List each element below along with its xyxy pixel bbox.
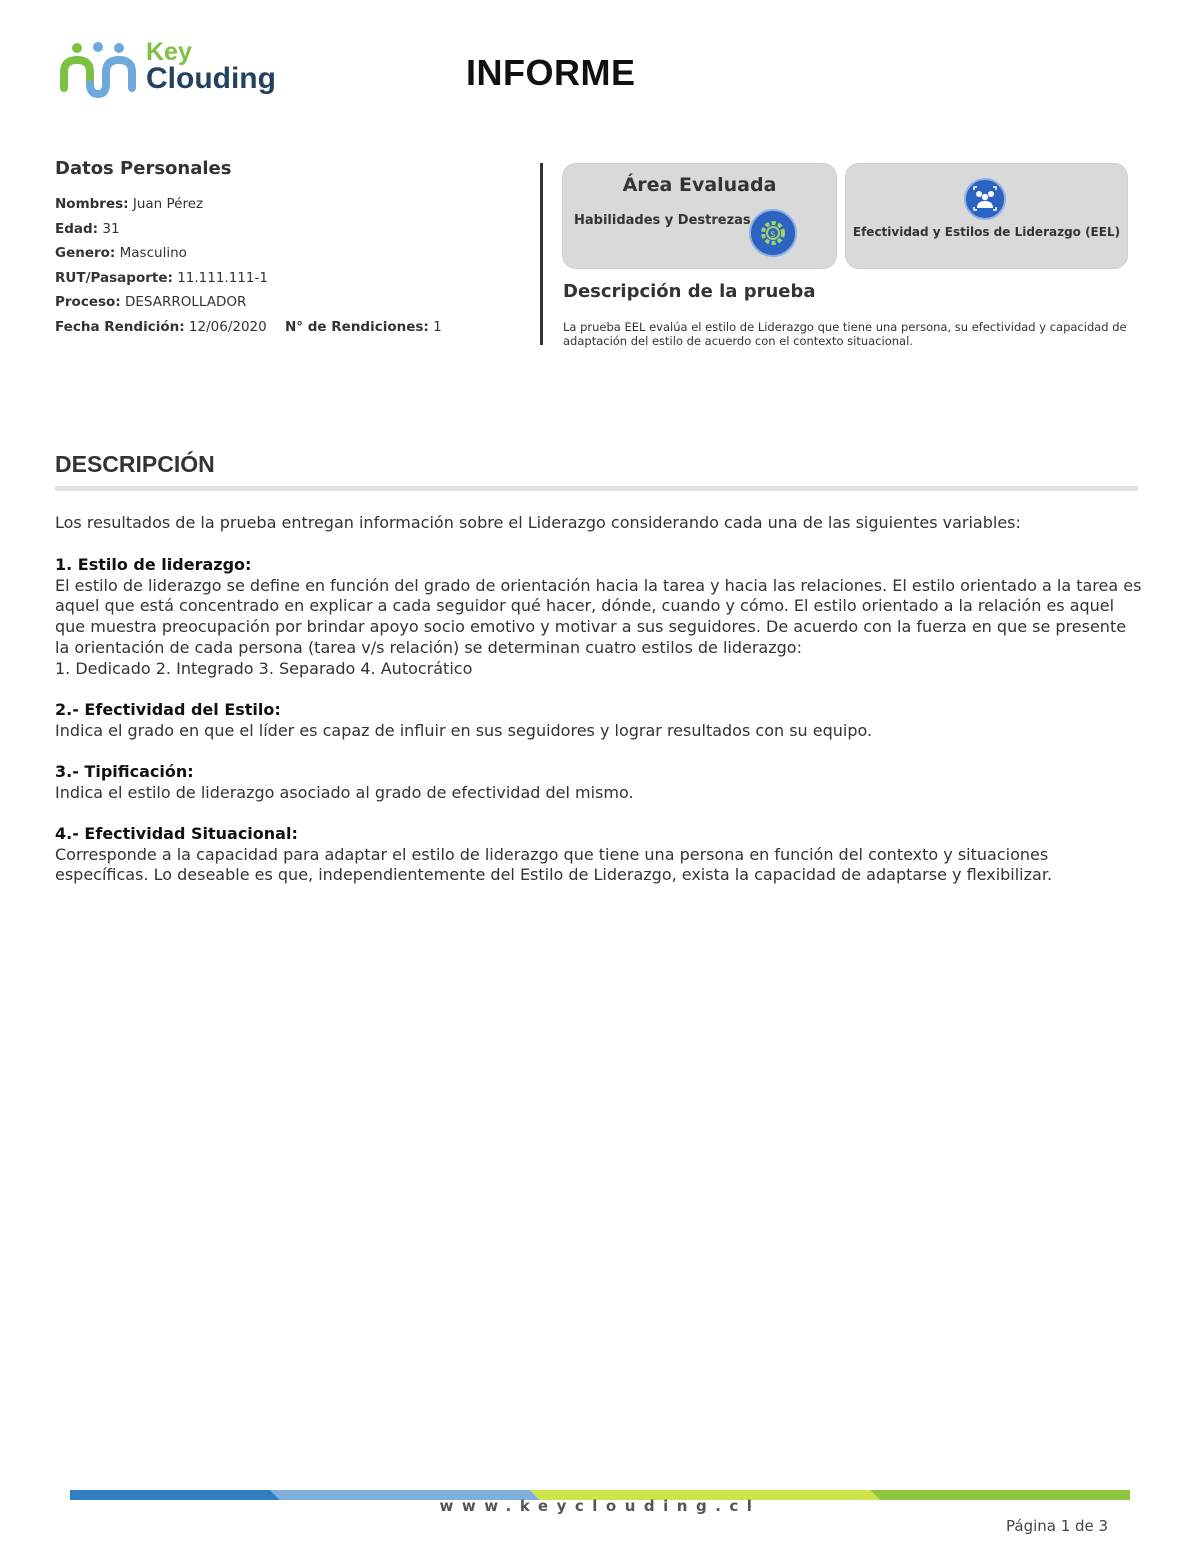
gender-row — [55, 245, 187, 261]
age-label: Edad: — [55, 221, 99, 237]
page-number: Página 1 de 3 — [1006, 1517, 1109, 1535]
section-4-text: Corresponde a la capacidad para adaptar el estilo de liderazgo que tiene una persona en función del contexto y situaciones específicas. Lo deseable es que, independientemente del Estilo de Liderazgo, exista la capacidad de adaptarse y flexibilizar. — [55, 844, 1053, 885]
test-description-heading: Descripción de la prueba — [563, 281, 816, 302]
people-icon — [964, 178, 1006, 220]
footer-color-bar — [70, 1485, 1130, 1495]
name-row — [55, 196, 203, 212]
gear-icon — [749, 209, 797, 257]
section-3 — [55, 762, 1145, 803]
attempts-label: N° de Rendiciones: — [285, 319, 429, 335]
name-label: Nombres: — [55, 196, 129, 212]
vertical-divider — [540, 163, 543, 345]
section-4-title: 4.- Efectividad Situacional: — [55, 824, 298, 843]
section-divider — [55, 486, 1138, 491]
svg-text:$: $ — [770, 230, 776, 240]
section-2-title: 2.- Efectividad del Estilo: — [55, 700, 281, 719]
test-card — [845, 163, 1128, 269]
gender-label: Genero: — [55, 245, 116, 261]
process-row — [55, 294, 246, 310]
logo-mark-icon — [58, 40, 142, 104]
age-value: 31 — [102, 221, 120, 237]
section-2-text: Indica el grado en que el líder es capaz de influir en sus seguidores y lograr resultados con su equipo. — [55, 720, 873, 740]
section-1-title: 1. Estilo de liderazgo: — [55, 555, 252, 574]
gender-value: Masculino — [119, 245, 187, 261]
process-value: DESARROLLADOR — [125, 294, 247, 310]
test-name: Efectividad y Estilos de Liderazgo (EEL) — [852, 225, 1121, 239]
process-label: Proceso: — [55, 294, 121, 310]
footer-url-link[interactable]: www.keyclouding.cl — [439, 1497, 761, 1515]
id-value: 11.111.111-1 — [177, 270, 268, 286]
date-value: 12/06/2020 — [188, 319, 267, 335]
id-row — [55, 270, 268, 286]
page-title: INFORME — [466, 52, 636, 93]
company-logo — [58, 36, 288, 106]
section-1-list: 1. Dedicado 2. Integrado 3. Separado 4. Autocrático — [55, 658, 473, 678]
section-3-title: 3.- Tipificación: — [55, 762, 194, 781]
date-row — [55, 319, 267, 335]
area-evaluated-card — [562, 163, 837, 269]
description-intro: Los resultados de la prueba entregan información sobre el Liderazgo considerando cada una de las siguientes variables: — [55, 513, 1021, 532]
date-label: Fecha Rendición: — [55, 319, 185, 335]
logo-text-key: Key — [146, 38, 192, 66]
logo-text-clouding: Clouding — [146, 62, 276, 95]
test-description-text: La prueba EEL evalúa el estilo de Liderazgo que tiene una persona, su efectividad y capacidad de adaptación del estilo de acuerdo con el contexto situacional. — [563, 320, 1127, 348]
personal-data-heading: Datos Personales — [55, 158, 232, 179]
attempts-row — [285, 319, 442, 335]
section-3-text: Indica el estilo de liderazgo asociado al grado de efectividad del mismo. — [55, 782, 634, 802]
attempts-value: 1 — [433, 319, 442, 335]
section-1-text: El estilo de liderazgo se define en función del grado de orientación hacia la tarea y hacia las relaciones. El estilo orientado a la tarea es aquel que está concentrado en explicar a cada seguidor qué hacer, dónde, cuando y cómo. El estilo orientado a la relación es aquel que muestra preocupación por brindar apoyo socio emotivo y motivar a sus seguidores. De acuerdo con la fuerza en que se presente la orientación de cada persona (tarea v/s relación) se determinan cuatro estilos de liderazgo: — [55, 575, 1142, 657]
section-2 — [55, 700, 1145, 741]
name-value: Juan Pérez — [132, 196, 204, 212]
id-label: RUT/Pasaporte: — [55, 270, 173, 286]
area-subtitle: Habilidades y Destrezas — [574, 213, 751, 228]
section-1 — [55, 555, 1145, 679]
age-row — [55, 221, 120, 237]
section-4 — [55, 824, 1145, 886]
area-title: Área Evaluada — [622, 174, 777, 196]
section-heading-description: DESCRIPCIÓN — [55, 451, 215, 477]
